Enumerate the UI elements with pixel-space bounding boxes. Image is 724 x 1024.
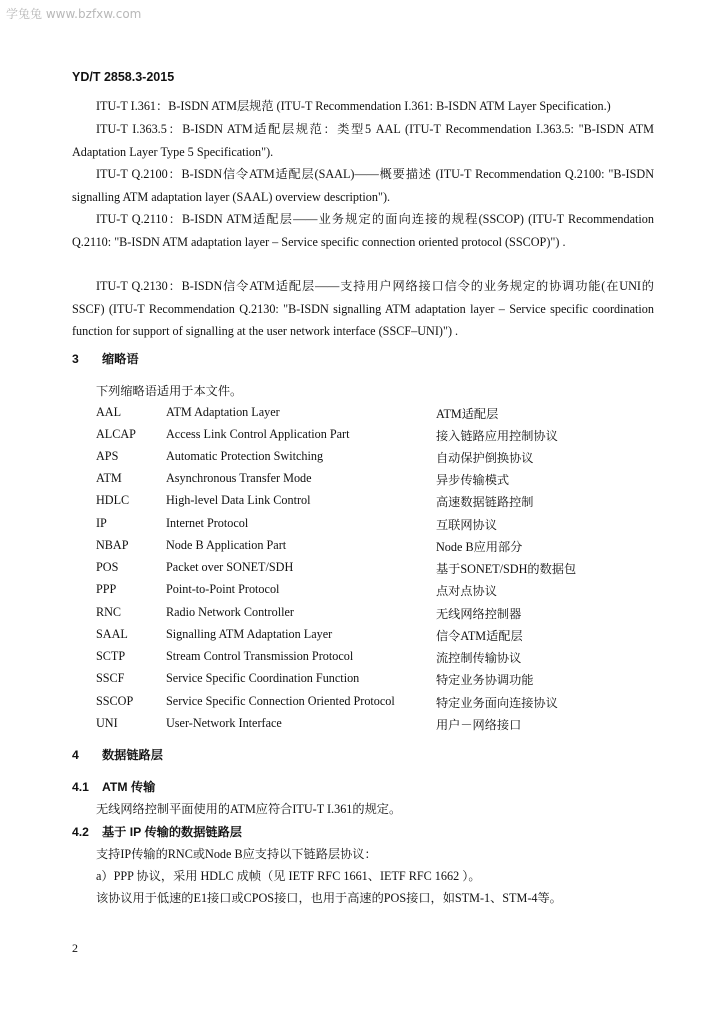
reference-i363-5: ITU-T I.363.5：B-ISDN ATM适配层规范：类型5 AAL (ITU-T Recommendation I.363.5: "B-ISDN ATM Adaptation Layer Type 5 Specification").: [72, 122, 654, 159]
abbr-term: PPP: [96, 582, 117, 596]
section-number: 3: [72, 352, 79, 366]
section-number: 4.2: [72, 825, 89, 839]
section-4-2-line: 支持IP传输的RNC或Node B应支持以下链路层协议：: [96, 847, 377, 861]
abbr-english: Point-to-Point Protocol: [166, 582, 280, 596]
abbreviation-row: [96, 493, 666, 515]
section-4-2-heading: [72, 823, 242, 840]
section-3-heading: [72, 350, 139, 367]
abbr-term: UNI: [96, 716, 118, 730]
document-code-header: YD/T 2858.3-2015: [72, 70, 175, 84]
abbr-term: SSCF: [96, 671, 125, 685]
reference-q2100: ITU-T Q.2100：B-ISDN信令ATM适配层(SAAL)——概要描述 (ITU-T Recommendation Q.2100: "B-ISDN signalling ATM adaptation layer (SAAL) overview description").: [72, 167, 654, 204]
section-4-1-text: 无线网络控制平面使用的ATM应符合ITU-T I.361的规定。: [96, 802, 402, 816]
abbr-english: High-level Data Link Control: [166, 493, 311, 507]
section-4-2-item-a: a）PPP 协议，采用 HDLC 成帧（见 IETF RFC 1661、IETF RFC 1662 ）。: [96, 869, 481, 883]
abbreviation-row: [96, 716, 666, 738]
abbreviation-row: [96, 560, 666, 582]
abbr-term: SAAL: [96, 627, 128, 641]
abbr-chinese: 用户－网络接口: [436, 718, 522, 732]
abbr-chinese: 互联网协议: [436, 518, 497, 532]
abbreviation-row: [96, 405, 666, 427]
abbr-english: Access Link Control Application Part: [166, 427, 350, 441]
abbr-chinese: 接入链路应用控制协议: [436, 429, 558, 443]
section-number: 4: [72, 748, 79, 762]
abbr-english: Node B Application Part: [166, 538, 287, 552]
abbreviation-row: [96, 627, 666, 649]
abbr-chinese: 特定业务面向连接协议: [436, 696, 558, 710]
abbr-english: User-Network Interface: [166, 716, 282, 730]
watermark: 学兔兔 www.bzfxw.com: [6, 7, 142, 21]
abbreviation-row: [96, 582, 666, 604]
reference-q2130: ITU-T Q.2130：B-ISDN信令ATM适配层——支持用户网络接口信令的业务规定的协调功能(在UNI的SSCF) (ITU-T Recommendation Q.2130: "B-ISDN signalling ATM adaptation layer – Service specific coordination function for support of signalling at the user network interface (SSCF–UNI)") .: [72, 279, 654, 338]
abbr-english: Packet over SONET/SDH: [166, 560, 294, 574]
abbr-english: Stream Control Transmission Protocol: [166, 649, 354, 663]
section-title: 基于 IP 传输的数据链路层: [102, 825, 242, 839]
abbr-english: Service Specific Connection Oriented Protocol: [166, 694, 395, 708]
abbreviation-row: [96, 538, 666, 560]
abbr-term: HDLC: [96, 493, 130, 507]
section-4-2-line: 该协议用于低速的E1接口或CPOS接口，也用于高速的POS接口，如STM-1、STM-4等。: [96, 891, 562, 905]
section-4-1-heading: [72, 778, 155, 795]
abbr-english: ATM Adaptation Layer: [166, 405, 280, 419]
abbreviation-row: [96, 516, 666, 538]
abbr-term: APS: [96, 449, 119, 463]
abbr-english: Automatic Protection Switching: [166, 449, 324, 463]
abbreviation-row: [96, 427, 666, 449]
abbreviations-intro: 下列缩略语适用于本文件。: [96, 384, 243, 398]
abbr-chinese: Node B应用部分: [436, 540, 523, 554]
abbr-english: Radio Network Controller: [166, 605, 294, 619]
section-4-heading: [72, 746, 163, 763]
abbr-chinese: ATM适配层: [436, 407, 499, 421]
abbr-english: Service Specific Coordination Function: [166, 671, 360, 685]
abbreviation-row: [96, 605, 666, 627]
abbr-term: SSCOP: [96, 694, 134, 708]
abbr-chinese: 无线网络控制器: [436, 607, 522, 621]
abbr-term: IP: [96, 516, 107, 530]
section-title: 数据链路层: [102, 748, 163, 762]
abbr-chinese: 异步传输模式: [436, 473, 510, 487]
abbr-chinese: 特定业务协调功能: [436, 673, 534, 687]
abbreviation-row: [96, 694, 666, 716]
abbr-term: ALCAP: [96, 427, 136, 441]
abbreviation-row: [96, 671, 666, 693]
abbr-english: Internet Protocol: [166, 516, 249, 530]
abbr-chinese: 基于SONET/SDH的数据包: [436, 562, 577, 576]
abbr-term: NBAP: [96, 538, 129, 552]
abbr-english: Signalling ATM Adaptation Layer: [166, 627, 333, 641]
abbr-chinese: 高速数据链路控制: [436, 495, 534, 509]
abbr-english: Asynchronous Transfer Mode: [166, 471, 312, 485]
abbreviation-row: [96, 649, 666, 671]
abbr-chinese: 流控制传输协议: [436, 651, 522, 665]
abbr-chinese: 自动保护倒换协议: [436, 451, 534, 465]
section-title: ATM 传输: [102, 780, 156, 794]
abbr-term: SCTP: [96, 649, 126, 663]
abbr-term: RNC: [96, 605, 122, 619]
abbr-term: POS: [96, 560, 119, 574]
abbreviation-row: [96, 471, 666, 493]
reference-q2110: ITU-T Q.2110：B-ISDN ATM适配层——业务规定的面向连接的规程(SSCOP) (ITU-T Recommendation Q.2110: "B-ISDN ATM adaptation layer – Service specific connection oriented protocol (SSCOP)") .: [72, 212, 654, 249]
abbr-term: ATM: [96, 471, 122, 485]
abbr-chinese: 信令ATM适配层: [436, 629, 523, 643]
abbreviation-row: [96, 449, 666, 471]
reference-i361: ITU-T I.361：B-ISDN ATM层规范 (ITU-T Recommendation I.361: B-ISDN ATM Layer Specification.): [96, 99, 611, 113]
abbr-term: AAL: [96, 405, 122, 419]
section-number: 4.1: [72, 780, 89, 794]
abbr-chinese: 点对点协议: [436, 584, 497, 598]
section-title: 缩略语: [102, 352, 139, 366]
page-number: 2: [72, 941, 78, 955]
